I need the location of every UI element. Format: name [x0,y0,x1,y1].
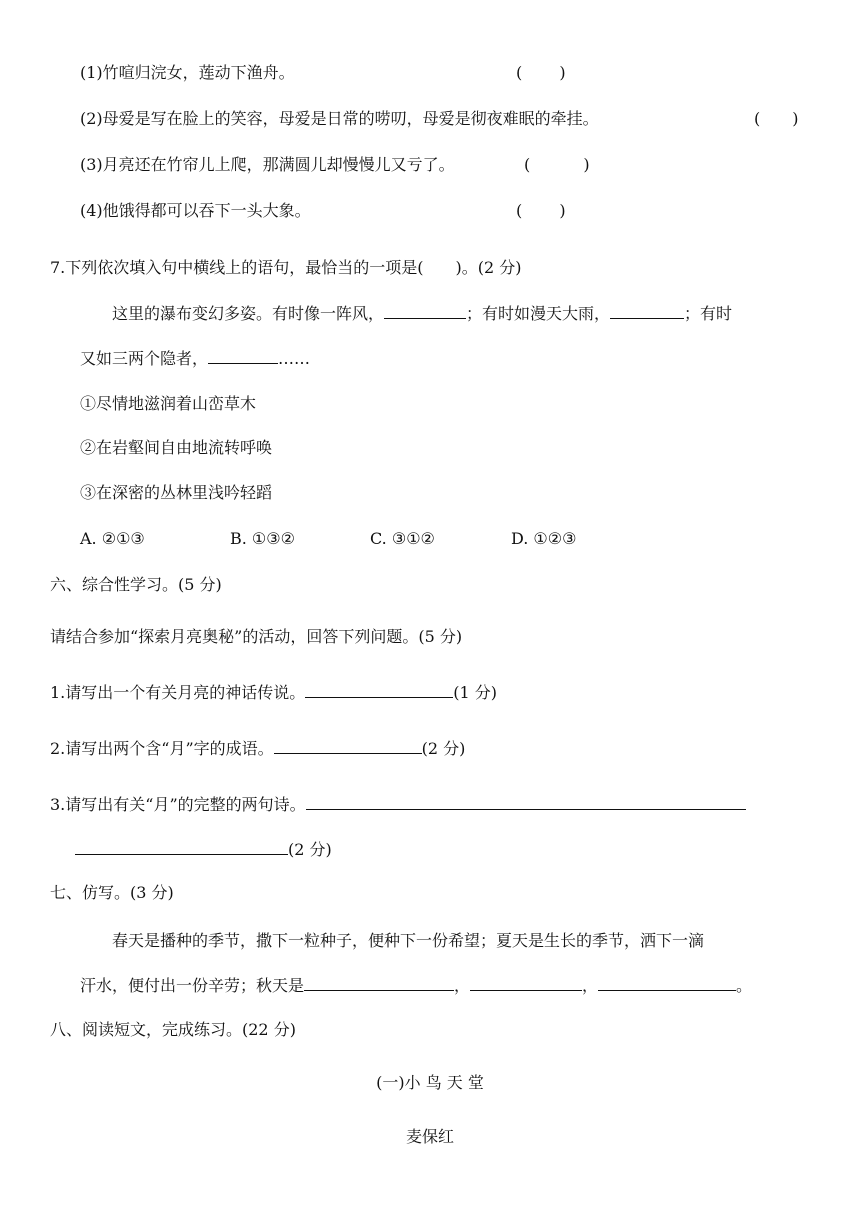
sec6-intro: 请结合参加“探索月亮奥秘”的活动，回答下列问题。(5 分) [50,627,463,646]
sec6-q3-blank-1[interactable] [306,793,746,810]
sec6-q2-blank[interactable] [274,737,422,754]
sec6-q1-blank[interactable] [305,681,453,698]
sec6-q1 [50,681,497,704]
q7-passage-d: 又如三两个隐者， [80,349,209,368]
sec7-blank-3[interactable] [598,974,736,991]
item-2-bracket[interactable]: ( ) [754,109,799,128]
q7-choice-a[interactable]: A. ②①③ [80,529,145,548]
sec6-q3-text: 3.请写出有关“月”的完整的两句诗。 [50,795,306,814]
blank-3[interactable] [208,347,278,364]
sec7-blank-2[interactable] [470,974,582,991]
sec8-heading: 八、阅读短文，完成练习。(22 分) [50,1020,296,1039]
item-4-text: (4)他饿得都可以吞下一头大象。 [80,201,311,220]
q7-passage-line2 [80,347,310,370]
item-2-text: (2)母爱是写在脸上的笑容，母爱是日常的唠叨，母爱是彻夜难眠的牵挂。 [80,109,599,128]
sec6-q1-text: 1.请写出一个有关月亮的神话传说。 [50,683,306,702]
q7-choice-c[interactable]: C. ③①② [370,529,435,548]
sec7-line1: 春天是播种的季节，撒下一粒种子，便种下一份希望；夏天是生长的季节，洒下一滴 [112,931,705,950]
item-3-text: (3)月亮还在竹帘儿上爬，那满圆儿却慢慢儿又亏了。 [80,155,455,174]
sec6-q3-blank-2[interactable] [75,838,288,855]
q7-option-1: ①尽情地滋润着山峦草木 [80,394,257,413]
q7-passage-line1 [112,302,732,325]
sec6-q2-text: 2.请写出两个含“月”字的成语。 [50,739,274,758]
item-4 [80,200,311,222]
sec6-heading: 六、综合性学习。(5 分) [50,575,222,594]
item-1 [80,62,295,84]
item-3-bracket[interactable]: ( ) [524,155,590,174]
q7-passage-b: ；有时如漫天大雨， [466,304,611,323]
q7-option-3: ③在深密的丛林里浅吟轻蹈 [80,483,273,502]
sec6-q3-score: (2 分) [288,840,332,859]
sec6-q3 [50,793,746,816]
item-2 [80,108,599,130]
q7-stem: 7.下列依次填入句中横线上的语句，最恰当的一项是( )。(2 分) [50,258,522,277]
q7-choice-d[interactable]: D. ①②③ [511,529,577,548]
q7-passage-a: 这里的瀑布变幻多姿。有时像一阵风， [112,304,385,323]
sec6-q1-score: (1 分) [453,683,498,702]
sec7-comma-2: ， [582,976,599,995]
passage-author: 麦保红 [405,1127,454,1146]
sec7-blank-1[interactable] [304,974,454,991]
sec7-line2-text: 汗水，便付出一份辛劳；秋天是 [80,976,305,995]
sec7-heading: 七、仿写。(3 分) [50,883,174,902]
q7-choice-b[interactable]: B. ①③② [230,529,295,548]
sec7-end: 。 [736,976,753,995]
sec6-q2-score: (2 分) [421,739,466,758]
item-1-text: (1)竹喧归浣女，莲动下渔舟。 [80,63,295,82]
sec6-q2 [50,737,465,760]
sec7-line2 [80,974,752,997]
passage-title: (一)小 鸟 天 堂 [376,1073,484,1092]
q7-passage-c: ；有时 [684,304,733,323]
sec6-q3-line2 [75,838,332,861]
q7-option-2: ②在岩壑间自由地流转呼唤 [80,438,273,457]
sec7-comma-1: ， [454,976,471,995]
item-4-bracket[interactable]: ( ) [516,201,566,220]
item-1-bracket[interactable]: ( ) [516,63,566,82]
item-3 [80,154,455,176]
blank-1[interactable] [384,302,466,319]
q7-passage-e: …… [278,349,311,368]
blank-2[interactable] [610,302,684,319]
